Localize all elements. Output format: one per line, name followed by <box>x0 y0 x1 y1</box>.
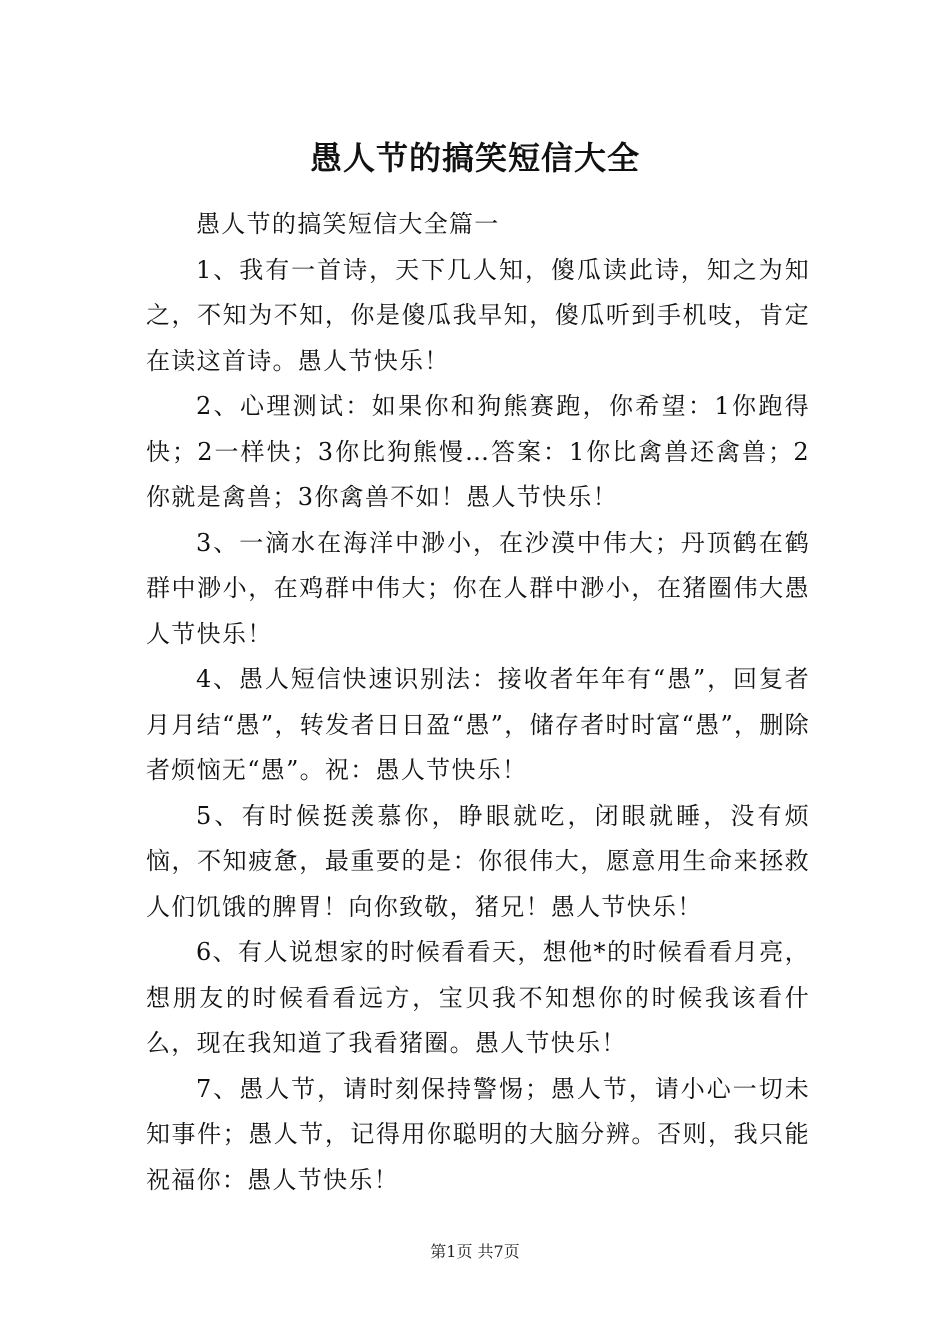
section-heading: 愚人节的搞笑短信大全篇一 <box>196 210 500 238</box>
message-paragraph-7: 7、愚人节，请时刻保持警惕；愚人节，请小心一切未知事件；愚人节，记得用你聪明的大脑分辨。否则，我只能祝福你：愚人节快乐！ <box>146 1074 810 1194</box>
message-paragraph-4: 4、愚人短信快速识别法：接收者年年有“愚”，回复者月月结“愚”，转发者日日盈“愚”，储存者时时富“愚”，删除者烦恼无“愚”。祝：愚人节快乐！ <box>146 665 810 784</box>
message-paragraph-6: 6、有人说想家的时候看看天，想他*的时候看看月亮，想朋友的时候看看远方，宝贝我不知想你的时候我该看什么，现在我知道了我看猪圈。愚人节快乐！ <box>146 938 810 1057</box>
message-paragraph-5: 5、有时候挺羡慕你，睁眼就吃，闭眼就睡，没有烦恼，不知疲惫，最重要的是：你很伟大，愿意用生命来拯救人们饥饿的脾胃！向你致敬，猪兄！愚人节快乐！ <box>146 801 810 921</box>
document-body <box>146 202 810 1203</box>
message-paragraph-3: 3、一滴水在海洋中渺小，在沙漠中伟大；丹顶鹤在鹤群中渺小，在鸡群中伟大；你在人群中渺小，在猪圈伟大愚人节快乐！ <box>146 528 810 648</box>
document-title: 愚人节的搞笑短信大全 <box>309 139 640 177</box>
message-paragraph-2: 2、心理测试：如果你和狗熊赛跑，你希望：1你跑得快；2一样快；3你比狗熊慢…答案：1你比禽兽还禽兽；2你就是禽兽；3你禽兽不如！愚人节快乐！ <box>146 392 810 511</box>
message-paragraph-1: 1、我有一首诗，天下几人知，傻瓜读此诗，知之为知之，不知为不知，你是傻瓜我早知，傻瓜听到手机吱，肯定在读这首诗。愚人节快乐！ <box>146 255 810 375</box>
page-footer: 第1页 共7页 <box>430 1242 520 1261</box>
